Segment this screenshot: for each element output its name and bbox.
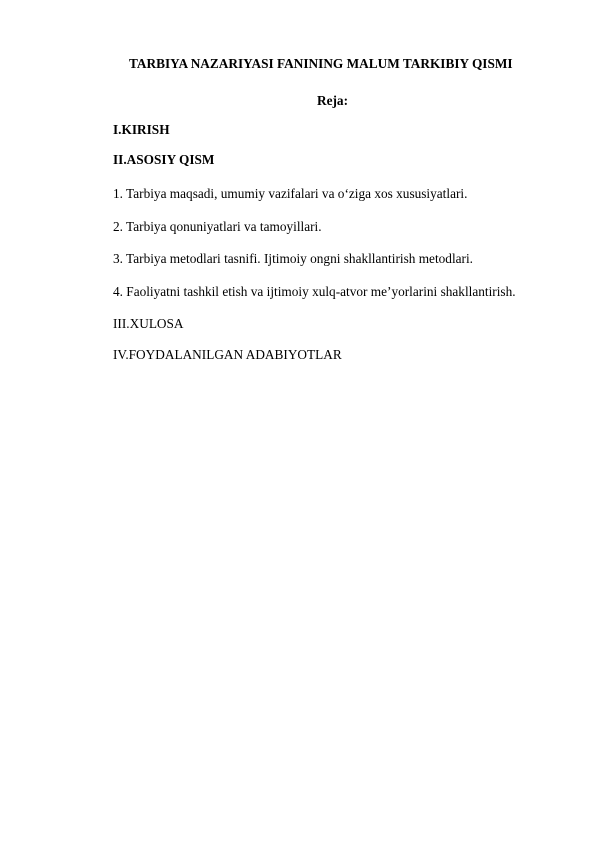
plan-heading: Reja:	[317, 93, 349, 108]
section-introduction: I.KIRISH	[113, 122, 170, 137]
plan-item-3: 3. Tarbiya metodlari tasnifi. Ijtimoiy ongni shakllantirish metodlari.	[113, 251, 473, 266]
section-conclusion: III.XULOSA	[113, 316, 184, 331]
section-references: IV.FOYDALANILGAN ADABIYOTLAR	[113, 347, 342, 362]
plan-item-4: 4. Faoliyatni tashkil etish va ijtimoiy xulq-atvor me’yorlarini shakllantirish.	[113, 284, 516, 299]
plan-item-1: 1. Tarbiya maqsadi, umumiy vazifalari va o‘ziga xos xususiyatlari.	[113, 186, 468, 201]
section-main-part: II.ASOSIY QISM	[113, 152, 215, 167]
document-title: TARBIYA NAZARIYASI FANINING MALUM TARKIBIY QISMI	[129, 56, 513, 71]
plan-item-2: 2. Tarbiya qonuniyatlari va tamoyillari.	[113, 219, 322, 234]
